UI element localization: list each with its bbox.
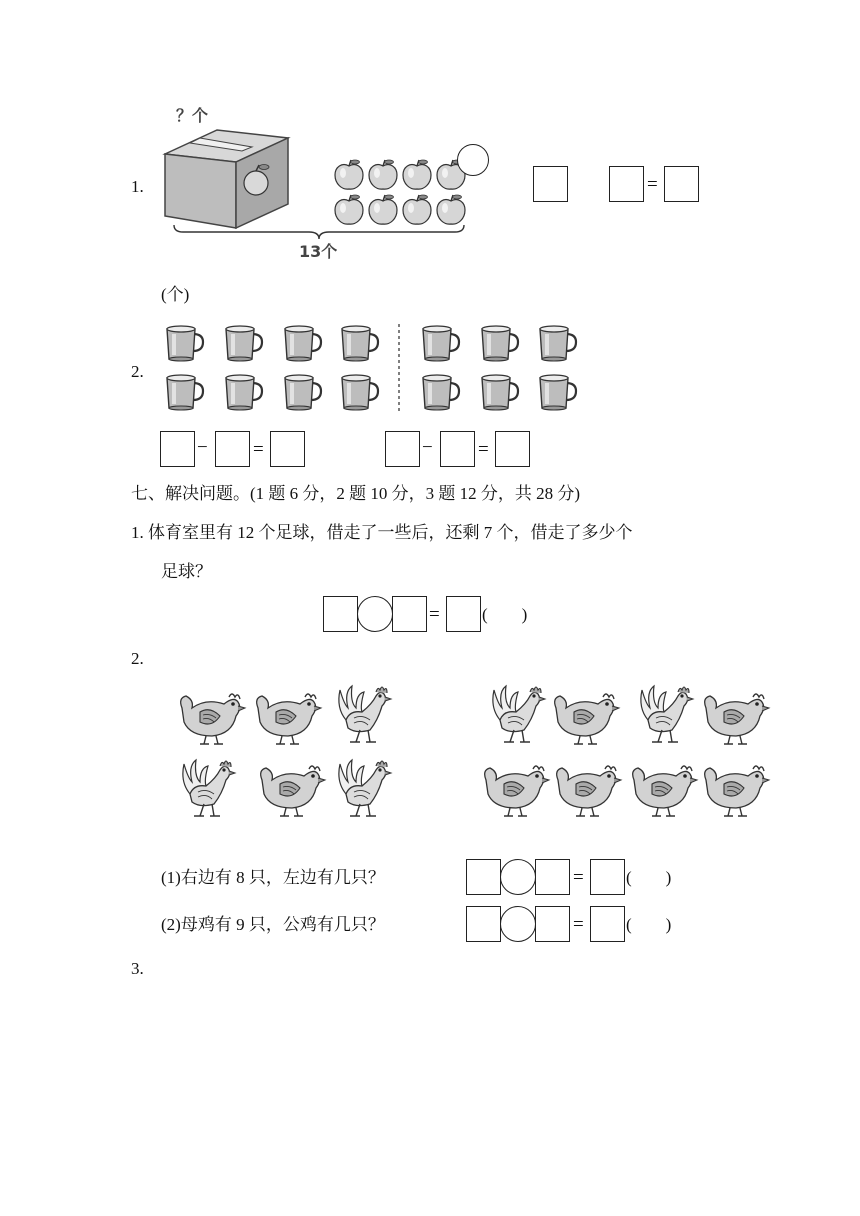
box-unknown-label: ？个 [176,106,209,125]
equals-sign: = [647,174,658,195]
answer-box-q6-2-b[interactable] [215,431,250,467]
rooster-icon [183,760,235,816]
operator-circle-q7-1[interactable] [357,596,393,632]
rooster-icon [339,760,391,816]
answer-box-q7-2-2b[interactable] [535,906,570,942]
q7-2-sub1: (1)右边有 8 只，左边有几只？ [161,868,385,887]
unit-label: (个) [161,285,190,304]
equals-sign: = [573,867,584,888]
chicken-grid [172,682,782,822]
rooster-icon [641,686,693,742]
total-label: 13个 [299,242,338,261]
equals-sign: = [253,439,264,460]
answer-box-q6-2-d[interactable] [385,431,420,467]
apple-icon [369,160,397,189]
q6-1-number: 1. [131,177,144,196]
cup-icon [226,375,262,410]
apple-grid [330,156,470,226]
minus-sign: − [197,437,208,458]
rooster-icon [493,686,545,742]
answer-box-q6-1-c[interactable] [664,166,699,202]
answer-box-q6-2-f[interactable] [495,431,530,467]
apple-icon [437,195,465,224]
hen-icon [555,694,619,744]
cup-icon [423,326,459,361]
cup-icon [540,375,576,410]
apple-icon [335,195,363,224]
q7-2-number: 2. [131,649,144,668]
answer-circle-q6-1[interactable] [457,144,489,176]
hen-icon [261,766,325,816]
hen-icon [485,766,549,816]
unit-paren: ( ) [626,915,672,934]
answer-box-q7-2-1c[interactable] [590,859,625,895]
answer-box-q7-2-2a[interactable] [466,906,501,942]
hen-icon [257,694,321,744]
answer-box-q6-1-b[interactable] [609,166,644,202]
cup-icon [167,326,203,361]
rooster-icon [339,686,391,742]
equals-sign: = [429,604,440,625]
apple-icon [335,160,363,189]
equals-sign: = [573,914,584,935]
hen-icon [557,766,621,816]
q7-3-number: 3. [131,959,144,978]
cup-icon [342,326,378,361]
hen-icon [705,766,769,816]
cup-icon [482,375,518,410]
cup-icon [167,375,203,410]
answer-box-q7-2-2c[interactable] [590,906,625,942]
hen-icon [705,694,769,744]
apple-icon [403,160,431,189]
answer-box-q6-2-e[interactable] [440,431,475,467]
answer-box-q6-2-c[interactable] [270,431,305,467]
cup-icon [342,375,378,410]
section-heading: 七、解决问题。(1 题 6 分，2 题 10 分，3 题 12 分，共 28 分) [131,484,581,503]
cup-icon [285,375,321,410]
cup-icon [423,375,459,410]
total-brace [173,224,465,240]
answer-box-q7-2-1a[interactable] [466,859,501,895]
cup-icon [540,326,576,361]
answer-box-q7-1-a[interactable] [323,596,358,632]
box-with-apple-icon [160,124,300,229]
answer-box-q7-2-1b[interactable] [535,859,570,895]
q7-2-sub2: (2)母鸡有 9 只，公鸡有几只？ [161,915,385,934]
answer-box-q6-2-a[interactable] [160,431,195,467]
apple-icon [403,195,431,224]
unit-paren: ( ) [626,868,672,887]
q7-1-line2: 足球？ [161,562,212,581]
answer-box-q7-1-c[interactable] [446,596,481,632]
operator-circle-q7-2-1[interactable] [500,859,536,895]
minus-sign: − [422,437,433,458]
operator-circle-q7-2-2[interactable] [500,906,536,942]
q7-1-line1: 1. 体育室里有 12 个足球，借走了一些后，还剩 7 个，借走了多少个 [131,523,633,542]
cup-grid [160,322,590,417]
cup-icon [482,326,518,361]
cup-icon [285,326,321,361]
hen-icon [181,694,245,744]
hen-icon [633,766,697,816]
answer-box-q7-1-b[interactable] [392,596,427,632]
answer-box-q6-1-a[interactable] [533,166,568,202]
q6-2-number: 2. [131,362,144,381]
apple-icon [369,195,397,224]
unit-paren: ( ) [482,605,528,624]
equals-sign: = [478,439,489,460]
cup-icon [226,326,262,361]
